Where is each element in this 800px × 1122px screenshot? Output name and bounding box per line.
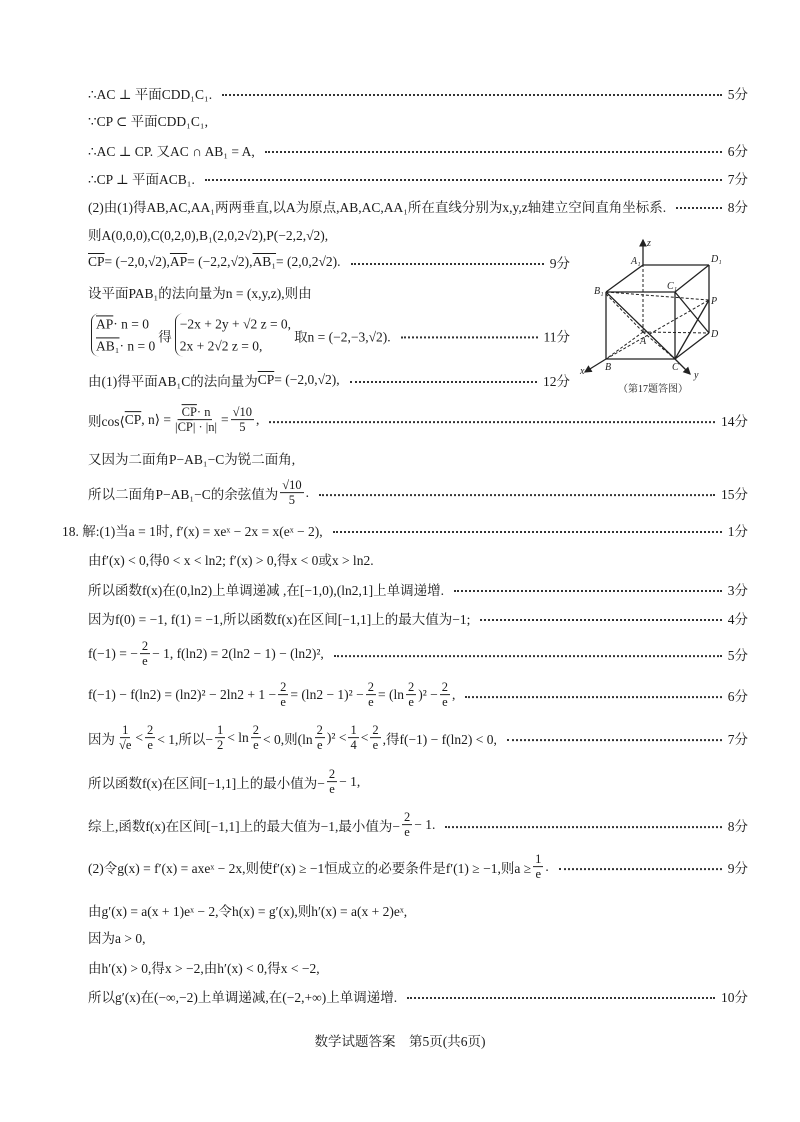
- fraction: [278, 680, 288, 710]
- dotted-leader: [205, 179, 722, 181]
- text-run: e: [408, 695, 414, 710]
- edge: [675, 292, 709, 333]
- solution-line: [62, 520, 748, 540]
- line-content: [88, 957, 320, 977]
- text-run: 由(1)得平面AB₁C的法向量为: [88, 374, 258, 389]
- fraction: [173, 405, 219, 435]
- text-run: e: [372, 738, 379, 753]
- text-run: 1: [217, 723, 224, 738]
- line-content: [88, 608, 470, 628]
- text-run: 由h′(x) > 0,得x > −2,由h′(x) < 0,得x < −2,: [88, 961, 320, 976]
- denominator: [348, 739, 358, 753]
- text-run: e: [535, 867, 542, 882]
- text-run: )² <: [326, 730, 347, 745]
- score-label: 3分: [727, 583, 748, 598]
- dotted-leader: [445, 826, 721, 828]
- dashed-edge: [606, 300, 709, 359]
- numerator: [231, 405, 254, 420]
- dotted-leader: [269, 421, 715, 423]
- text-run: 所以g′(x)在(−∞,−2)上单调递减,在(−2,+∞)上单调递增.: [88, 990, 398, 1005]
- equation-system: [175, 313, 291, 356]
- text-run: 1: [535, 852, 542, 867]
- text-run: ,得f(−1) − f(ln2) < 0,: [382, 732, 497, 747]
- vector: $\overline{CP}$: [181, 405, 197, 420]
- score-label: 9分: [727, 861, 748, 876]
- text-run: e: [442, 695, 448, 710]
- denominator: [173, 421, 219, 435]
- solution-line: [88, 927, 145, 947]
- text-run: e: [280, 695, 286, 710]
- text-run: 综上,函数f(x)在区间[−1,1]上的最大值为−1,最小值为−: [88, 819, 400, 834]
- page-footer: 数学试题答案 第5页(共6页): [314, 1034, 486, 1049]
- text-run: 2: [316, 723, 323, 738]
- dotted-leader: [507, 739, 722, 741]
- text-run: 由f′(x) < 0,得0 < x < ln2; f′(x) > 0,得x < 0或x > ln2.: [88, 553, 374, 568]
- dotted-leader: [465, 696, 721, 698]
- text-run: 因为f(0) = −1, f(1) = −1,所以函数f(x)在区间[−1,1]上的最大值为−1;: [88, 612, 471, 627]
- line-content: [62, 520, 323, 540]
- vector: $\overline{AP}$: [169, 254, 188, 269]
- denominator: [237, 421, 247, 435]
- x-axis: [585, 359, 606, 372]
- text-run: < 1,所以−: [157, 732, 214, 747]
- line-content: [88, 254, 341, 270]
- text-run: = (ln2 − 1)² −: [290, 687, 364, 702]
- dotted-leader: [222, 94, 722, 96]
- text-run: <: [135, 730, 144, 745]
- text-run: 2: [147, 723, 154, 738]
- edge: [675, 333, 709, 359]
- score-label: 6分: [727, 689, 748, 704]
- text-run: 5: [239, 420, 246, 435]
- text-run: f(−1) − f(ln2) = (ln2)² − 2ln2 + 1 −: [88, 687, 277, 702]
- label-c1: C₁: [667, 281, 678, 292]
- text-run: 所以函数f(x)在(0,ln2)上单调递减 ,在[−1,0),(ln2,1]上单调递增.: [88, 583, 444, 598]
- line-content: [88, 639, 324, 669]
- dotted-leader: [333, 531, 722, 533]
- score-label: 5分: [727, 648, 748, 663]
- text-run: · n: [196, 405, 211, 420]
- text-run: 所以函数f(x)在区间[−1,1]上的最小值为−: [88, 776, 325, 791]
- dashed-edge: [643, 332, 675, 359]
- text-run: √10: [232, 405, 253, 420]
- text-run: 2: [407, 680, 415, 695]
- dotted-leader: [265, 151, 722, 153]
- line-content: [88, 767, 360, 797]
- vector: $\overline{CP}$: [257, 372, 275, 387]
- dashed-edge: [606, 292, 709, 300]
- label-a: A: [640, 336, 647, 347]
- text-run: ∴CP ⊥ 平面ACB₁.: [88, 172, 195, 187]
- solution-line: [88, 405, 748, 435]
- numerator: [348, 723, 358, 738]
- fraction: [215, 723, 225, 753]
- denominator: [366, 696, 376, 710]
- numerator: [180, 405, 213, 420]
- cube-figure: [570, 230, 755, 405]
- dashed-edge: [643, 332, 709, 333]
- text-run: ∵CP ⊂ 平面CDD₁C₁,: [88, 114, 208, 129]
- text-run: 2: [403, 810, 411, 825]
- line-content: [88, 110, 208, 130]
- solution-line: [88, 370, 570, 390]
- label-b1: B₁: [594, 286, 604, 297]
- solution-line: [88, 608, 748, 628]
- equation: [180, 313, 291, 335]
- line-content: [88, 140, 255, 160]
- text-run: 则cos⟨: [88, 414, 125, 429]
- text-run: 2x + 2√2 z = 0,: [179, 338, 263, 353]
- line-content: [88, 83, 212, 103]
- fraction: [533, 852, 543, 882]
- text-run: e: [142, 654, 148, 669]
- text-run: − 1,: [339, 774, 361, 789]
- denominator: [215, 739, 225, 753]
- text-run: = (−2,0,√2),: [104, 254, 170, 269]
- fraction: [251, 723, 261, 753]
- score-label: 1分: [727, 524, 748, 539]
- label-d: D: [711, 329, 719, 340]
- solution-line: [88, 852, 748, 882]
- numerator: [215, 723, 225, 738]
- line-content: [88, 478, 309, 508]
- text-run: 4: [350, 738, 357, 753]
- vector: $\overline{CP}$: [124, 412, 142, 427]
- dotted-leader: [351, 263, 544, 265]
- dotted-leader: [401, 336, 538, 338]
- denominator: [406, 696, 416, 710]
- text-run: 得: [158, 329, 172, 344]
- label-x: x: [580, 366, 585, 377]
- equation-system: [91, 313, 155, 356]
- label-d1: D₁: [711, 254, 722, 265]
- text-run: )² −: [418, 687, 438, 702]
- denominator: [117, 739, 133, 753]
- denominator: [315, 739, 325, 753]
- label-a1: A₁: [631, 256, 641, 267]
- numerator: [278, 680, 288, 695]
- line-content: [88, 196, 666, 216]
- dotted-leader: [319, 494, 715, 496]
- figure-caption: （第17题答图）: [618, 384, 688, 395]
- line-content: [88, 927, 145, 947]
- denominator: [287, 494, 297, 508]
- score-label: 14分: [721, 414, 748, 429]
- numerator: [366, 680, 376, 695]
- text-run: 因为a > 0,: [88, 931, 146, 946]
- denominator: [145, 739, 155, 753]
- numerator: [533, 852, 543, 867]
- solution-line: [88, 900, 407, 920]
- text-run: e: [368, 695, 374, 710]
- text-run: 设平面PAB₁的法向量为n = (x,y,z),则由: [88, 286, 312, 301]
- line-content: [88, 224, 328, 244]
- label-c: C: [672, 362, 679, 373]
- line-content: [88, 168, 195, 188]
- vector: $\overline{CP}$: [177, 420, 193, 435]
- solution-line: [88, 957, 320, 977]
- solution-line: [88, 110, 208, 130]
- dotted-leader: [480, 619, 721, 621]
- fraction: [370, 723, 380, 753]
- score-label: 6分: [727, 144, 748, 159]
- text-run: √e: [119, 738, 132, 753]
- line-content: [88, 852, 549, 882]
- dotted-leader: [407, 997, 715, 999]
- text-run: = (−2,2,√2),: [187, 254, 253, 269]
- solution-line: [88, 986, 748, 1006]
- text-run: 18. 解:(1)当a = 1时, f′(x) = xeˣ − 2x = x(eˣ − 2),: [62, 524, 323, 539]
- solution-line: [88, 810, 748, 840]
- solution-line: [88, 448, 295, 468]
- equation: [96, 313, 155, 335]
- text-run: 2: [252, 723, 260, 738]
- line-content: [88, 900, 407, 920]
- fraction: [315, 723, 325, 753]
- score-label: 10分: [721, 990, 748, 1005]
- text-run: 又因为二面角P−AB₁−C为锐二面角,: [88, 452, 296, 467]
- vector: $\overline{CP}$: [88, 254, 105, 269]
- text-run: 则A(0,0,0),C(0,2,0),B₁(2,0,2√2),P(−2,2,√2),: [88, 228, 329, 243]
- fraction: [406, 680, 416, 710]
- fraction: [366, 680, 376, 710]
- solution-line: [88, 579, 748, 599]
- line-content: [88, 986, 397, 1006]
- solution-line: [88, 83, 748, 103]
- denominator: [327, 783, 337, 797]
- vector: $\overline{AP}$: [96, 316, 114, 332]
- score-label: 9分: [549, 256, 570, 271]
- text-run: e: [329, 782, 335, 797]
- line-content: [88, 448, 295, 468]
- text-run: 因为: [88, 732, 115, 747]
- dotted-leader: [350, 381, 537, 383]
- line-content: [88, 313, 391, 356]
- text-run: 由g′(x) = a(x + 1)eˣ − 2,令h(x) = g′(x),则h′(x) = a(x + 2)eˣ,: [88, 904, 408, 919]
- line-content: [88, 810, 435, 840]
- text-run: − 1, f(ln2) = 2(ln2 − 1) − (ln2)²,: [152, 646, 324, 661]
- numerator: [440, 680, 450, 695]
- score-label: 11分: [543, 329, 570, 344]
- dotted-leader: [676, 207, 722, 209]
- text-run: | · |n|: [192, 420, 218, 435]
- solution-line: [88, 282, 312, 302]
- fraction: [440, 680, 450, 710]
- solution-line: [88, 313, 570, 356]
- line-content: [88, 549, 374, 569]
- text-run: 2: [280, 680, 287, 695]
- label-y: y: [694, 370, 699, 381]
- equation: [180, 335, 291, 357]
- numerator: [280, 478, 303, 493]
- score-label: 8分: [727, 819, 748, 834]
- solution-line: [88, 168, 748, 188]
- score-label: 5分: [727, 87, 748, 102]
- line-content: [88, 282, 312, 302]
- label-b: B: [605, 362, 612, 373]
- solution-line: [88, 639, 748, 669]
- text-run: < ln: [227, 730, 249, 745]
- text-run: e: [147, 738, 153, 753]
- solution-line: [88, 549, 374, 569]
- score-label: 7分: [727, 172, 748, 187]
- dashed-edge: [606, 332, 643, 359]
- edge: [606, 265, 643, 292]
- vector: AB₁: [96, 338, 120, 353]
- text-run: |: [175, 420, 178, 435]
- text-run: 2: [441, 680, 449, 695]
- denominator: [440, 696, 450, 710]
- solution-line: [88, 252, 570, 272]
- text-run: = (2,0,2√2).: [276, 254, 341, 269]
- text-run: 1: [122, 723, 129, 738]
- text-run: (2)由(1)得AB,AC,AA₁两两垂直,以A为原点,AB,AC,AA₁所在直线分别为x,y,z轴建立空间直角坐标系.: [88, 200, 667, 215]
- text-run: −2x + 2y + √2 z = 0,: [179, 316, 292, 332]
- label-p: P: [711, 296, 718, 307]
- text-run: f(−1) = −: [88, 646, 138, 661]
- solution-line: [88, 478, 748, 508]
- fraction: [117, 723, 133, 753]
- text-run: √10: [282, 478, 302, 493]
- text-run: e: [404, 825, 410, 840]
- score-label: 8分: [727, 200, 748, 215]
- denominator: [251, 739, 261, 753]
- text-run: .: [545, 859, 549, 874]
- solution-line: [88, 140, 748, 160]
- score-label: 15分: [721, 487, 748, 502]
- text-run: ,: [452, 687, 456, 702]
- dashed-edge: [606, 294, 643, 332]
- text-run: 取n = (−2,−3,√2).: [294, 329, 391, 344]
- numerator: [402, 810, 412, 825]
- dotted-leader: [454, 590, 722, 592]
- text-run: < 0,则(ln: [263, 732, 313, 747]
- text-run: = (ln: [377, 687, 404, 702]
- score-label: 12分: [543, 374, 570, 389]
- score-label: 7分: [727, 732, 748, 747]
- text-run: ∴AC ⊥ 平面CDD₁C₁.: [88, 87, 213, 102]
- denominator: [371, 739, 381, 753]
- solution-line: [88, 723, 748, 753]
- fraction: [280, 478, 303, 508]
- solution-line: [88, 196, 748, 216]
- line-content: [88, 405, 259, 435]
- line-content: [88, 723, 497, 753]
- denominator: [402, 826, 412, 840]
- vector: AB₁: [252, 254, 277, 269]
- numerator: [140, 639, 150, 654]
- denominator: [140, 655, 150, 669]
- numerator: [315, 723, 325, 738]
- text-run: <: [360, 730, 369, 745]
- fraction: [145, 723, 155, 753]
- equation: [96, 335, 155, 357]
- dotted-leader: [334, 655, 722, 657]
- fraction: [231, 405, 254, 435]
- text-run: =: [221, 412, 229, 427]
- solution-line: [88, 767, 360, 797]
- text-run: .: [305, 485, 309, 500]
- text-run: e: [253, 738, 259, 753]
- numerator: [120, 723, 130, 738]
- text-run: · n = 0: [113, 316, 149, 332]
- edge: [675, 265, 709, 292]
- fraction: [327, 767, 337, 797]
- solution-line: [88, 680, 748, 710]
- text-run: 所以二面角P−AB₁−C的余弦值为: [88, 487, 279, 502]
- text-run: · n = 0: [119, 338, 156, 353]
- numerator: [251, 723, 261, 738]
- line-content: [88, 370, 340, 390]
- text-run: − 1.: [414, 817, 436, 832]
- solution-line: [88, 224, 328, 244]
- denominator: [278, 696, 288, 710]
- text-run: 5: [288, 493, 296, 508]
- numerator: [370, 723, 380, 738]
- numerator: [406, 680, 416, 695]
- text-run: e: [317, 738, 323, 753]
- text-run: 2: [372, 723, 379, 738]
- text-run: 1: [350, 723, 357, 738]
- denominator: [533, 868, 543, 882]
- text-run: , n⟩ =: [141, 412, 172, 427]
- dotted-leader: [559, 868, 722, 870]
- text-run: ∴AC ⊥ CP. 又AC ∩ AB₁ = A,: [88, 144, 255, 159]
- fraction: [402, 810, 412, 840]
- score-label: 4分: [727, 612, 748, 627]
- text-run: 2: [367, 680, 374, 695]
- numerator: [327, 767, 337, 782]
- text-run: ,: [256, 412, 260, 427]
- text-run: = (−2,0,√2),: [274, 372, 340, 387]
- text-run: (2)令g(x) = f′(x) = axeˣ − 2x,则使f′(x) ≥ −1恒成立的必要条件是f′(1) ≥ −1,则a ≥: [88, 861, 532, 876]
- label-z: z: [647, 238, 651, 249]
- text-run: 2: [328, 767, 336, 782]
- edge: [675, 300, 709, 359]
- fraction: [140, 639, 150, 669]
- numerator: [145, 723, 155, 738]
- text-run: 2: [141, 639, 149, 654]
- text-run: 2: [217, 738, 224, 753]
- line-content: [88, 680, 455, 710]
- line-content: [88, 579, 444, 599]
- fraction: [348, 723, 358, 753]
